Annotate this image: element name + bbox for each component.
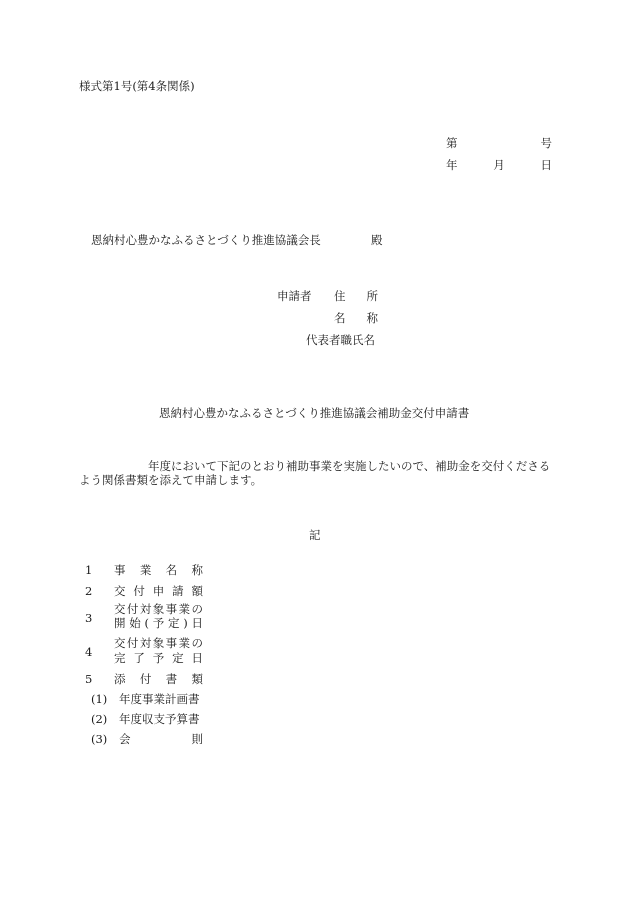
attachment-label: 会 則: [119, 732, 203, 746]
item-label: 事 業 名 称: [114, 563, 203, 577]
form-label: 様式第1号(第4条関係): [79, 79, 195, 93]
date-day: 日: [540, 158, 552, 172]
applicant-name-label: 名 称: [334, 311, 378, 325]
document-date: [446, 159, 552, 173]
item-number: 4: [85, 645, 93, 659]
number-prefix: 第: [446, 136, 458, 150]
applicant-representative-label: 代表者職氏名: [306, 333, 375, 347]
number-suffix: 号: [540, 136, 552, 150]
attachment-number: (1): [91, 692, 108, 706]
item-label: 添 付 書 類: [114, 672, 203, 686]
ki-heading: 記: [309, 528, 321, 542]
item-number: 2: [85, 584, 93, 598]
item-label-line-2: 開 始 ( 予 定 ) 日: [114, 616, 203, 630]
document-number: [446, 137, 552, 151]
item-number: 3: [85, 611, 93, 625]
body-line-2: よう関係書類を添えて申請します。: [79, 473, 263, 487]
item-label-line-2: 完 了 予 定 日: [114, 651, 203, 665]
item-label-line-1: 交 付 対 象 事 業 の: [114, 636, 203, 650]
addressee-honorific: 殿: [371, 233, 383, 247]
item-number: 5: [85, 672, 93, 686]
attachment-number: (2): [91, 712, 108, 726]
item-label: 交 付 申 請 額: [114, 584, 203, 598]
applicant-address-label: 住 所: [334, 289, 378, 303]
addressee-name: 恩納村心豊かなふるさとづくり推進協議会長: [91, 233, 321, 247]
applicant-role-label: 申請者: [277, 289, 312, 303]
date-month: 月: [493, 158, 505, 172]
attachment-label: 年度事業計画書: [119, 692, 200, 706]
attachment-number: (3): [91, 732, 108, 746]
page-title: 恩納村心豊かなふるさとづくり推進協議会補助金交付申請書: [159, 406, 470, 420]
attachment-label: 年度収支予算書: [119, 712, 200, 726]
date-year: 年: [446, 158, 458, 172]
item-number: 1: [85, 563, 93, 577]
item-label-line-1: 交 付 対 象 事 業 の: [114, 602, 203, 616]
body-line-1: 年度において下記のとおり補助事業を実施したいので、補助金を交付くださる: [148, 459, 551, 473]
